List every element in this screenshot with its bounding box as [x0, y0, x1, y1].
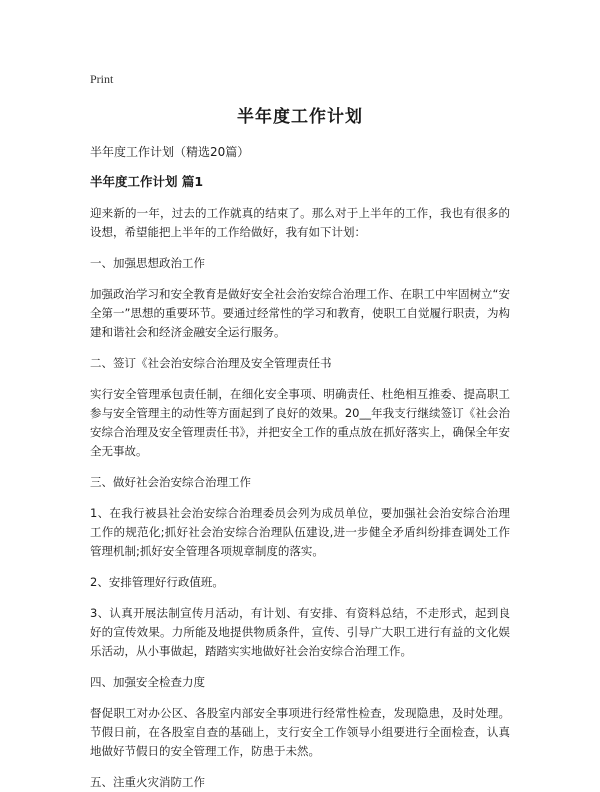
paragraph-4: 督促职工对办公区、各股室内部安全事项进行经常性检查，发现隐患，及时处理。节假日前，在各股室自查的基础上，支行安全工作领导小组要进行全面检查，认真地做好节假日的安全管理工作，防患于未然。: [90, 706, 510, 758]
heading-4: 四、加强安全检查力度: [90, 675, 205, 689]
document-title: 半年度工作计划: [237, 107, 363, 127]
paragraph-3a: 1、在我行被县社会治安综合治理委员会列为成员单位，要加强社会治安综合治理工作的规范化;抓好社会治安综合治理队伍建设,进一步健全矛盾纠纷排查调处工作管理机制;抓好安全管理各项规章制度的落实。: [90, 506, 510, 558]
paragraph-1: 加强政治学习和安全教育是做好安全社会治安综合治理工作、在职工中牢固树立“安全第一”思想的重要环节。要通过经常性的学习和教育，使职工自觉履行职责，为构建和谐社会和经济金融安全运行服务。: [90, 287, 510, 339]
heading-3: 三、做好社会治安综合治理工作: [90, 475, 251, 489]
intro-paragraph: 迎来新的一年，过去的工作就真的结束了。那么对于上半年的工作，我也有很多的设想，希望能把上半年的工作给做好，我有如下计划：: [90, 206, 510, 239]
paragraph-2: 实行安全管理承包责任制，在细化安全事项、明确责任、杜绝相互推委、提高职工参与安全管理主的动性等方面起到了良好的效果。20__年我支行继续签订《社会治安综合治理及安全管理责任书》，并把安全工作的重点放在抓好落实上，确保全年安全无事故。: [90, 387, 510, 458]
document-subtitle: 半年度工作计划（精选20篇）: [90, 145, 250, 159]
heading-1: 一、加强思想政治工作: [90, 256, 205, 270]
heading-2: 二、签订《社会治安综合治理及安全管理责任书: [90, 356, 332, 370]
paragraph-3b: 2、安排管理好行政值班。: [90, 575, 224, 589]
heading-5: 五、注重火灾消防工作: [90, 775, 205, 789]
paragraph-3c: 3、认真开展法制宣传月活动，有计划、有安排、有资料总结，不走形式，起到良好的宣传效果。力所能及地提供物质条件，宣传、引导广大职工进行有益的文化娱乐活动，从小事做起，踏踏实实地做好社会治安综合治理工作。: [90, 606, 510, 658]
print-label: Print: [90, 72, 114, 86]
section-title: 半年度工作计划 篇1: [90, 174, 204, 189]
